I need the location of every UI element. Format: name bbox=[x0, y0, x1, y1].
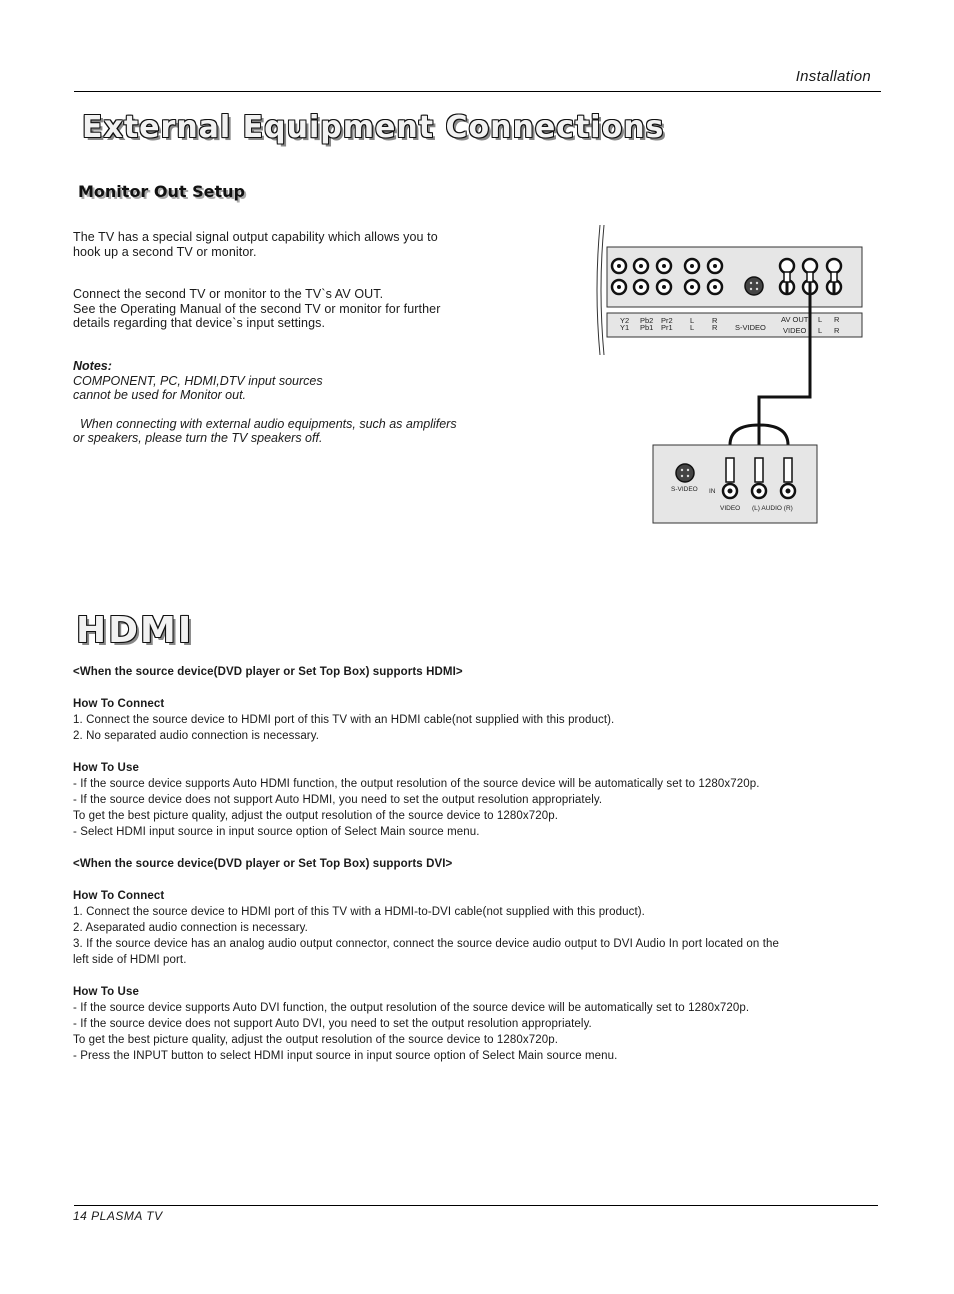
note-line: COMPONENT, PC, HDMI,DTV input sources bbox=[73, 373, 323, 388]
monitor-label-video: VIDEO bbox=[720, 505, 741, 512]
dvi-line: To get the best picture quality, adjust the output resolution of the source device to 1280x720p. bbox=[73, 1034, 559, 1046]
how-to-use-heading: How To Use bbox=[73, 762, 139, 774]
label-l-top: L bbox=[690, 316, 695, 325]
connection-diagram bbox=[590, 220, 870, 530]
dvi-line: 2. Aseparated audio connection is necessary. bbox=[73, 922, 308, 934]
hdmi-section-heading: <When the source device(DVD player or Set Top Box) supports HDMI> bbox=[73, 666, 463, 678]
hdmi-title: HDMI bbox=[76, 610, 194, 651]
monitor-out-title: Monitor Out Setup bbox=[78, 182, 245, 201]
jack-av-out-l-icon bbox=[803, 259, 817, 273]
label-av-r-top: R bbox=[834, 315, 840, 324]
hdmi-line: To get the best picture quality, adjust the output resolution of the source device to 1280x720p. bbox=[73, 810, 559, 822]
how-to-connect-heading: How To Connect bbox=[73, 890, 165, 902]
monitor-out-intro bbox=[73, 230, 503, 259]
monitor-label-svideo: S-VIDEO bbox=[671, 486, 698, 493]
header-rule bbox=[74, 91, 881, 92]
page-number: 14 PLASMA TV bbox=[73, 1209, 163, 1223]
label-pb1: Pb1 bbox=[640, 323, 654, 332]
label-y2: Y2 bbox=[620, 316, 630, 325]
monitor-label-in: IN bbox=[709, 488, 716, 495]
notes-label: Notes: bbox=[73, 359, 112, 373]
label-av-out: AV OUT bbox=[781, 315, 809, 324]
label-r-bottom: R bbox=[712, 323, 718, 332]
intro-line: hook up a second TV or monitor. bbox=[73, 244, 257, 259]
svideo-jack-icon bbox=[745, 277, 763, 295]
intro-line: The TV has a special signal output capability which allows you to bbox=[73, 230, 438, 244]
monitor-out-instructions bbox=[73, 287, 503, 331]
label-pr2: Pr2 bbox=[661, 316, 673, 325]
label-pr1: Pr1 bbox=[661, 323, 673, 332]
label-av-r-bottom: R bbox=[834, 326, 840, 335]
dvi-line: 1. Connect the source device to HDMI port of this TV with a HDMI-to-DVI cable(not supplied with this product). bbox=[73, 906, 645, 918]
dvi-section-heading: <When the source device(DVD player or Set Top Box) supports DVI> bbox=[73, 858, 453, 870]
hdmi-line: 2. No separated audio connection is necessary. bbox=[73, 730, 320, 742]
label-video: VIDEO bbox=[783, 326, 807, 335]
how-to-use-heading: How To Use bbox=[73, 986, 139, 998]
hdmi-instructions bbox=[73, 664, 873, 1064]
instruction-line: Connect the second TV or monitor to the TV`s AV OUT. bbox=[73, 287, 384, 301]
hdmi-line: - If the source device supports Auto HDMI function, the output resolution of the source device will be automatically set to 1280x720p. bbox=[73, 778, 760, 790]
dvi-line: 3. If the source device has an analog audio output connector, connect the source device audio output to DVI Audio In port located on the bbox=[73, 938, 779, 950]
jack-av-out-r-icon bbox=[827, 259, 841, 273]
label-pb2: Pb2 bbox=[640, 316, 654, 325]
monitor-svideo-jack-icon bbox=[676, 464, 694, 482]
dvi-line: - If the source device supports Auto DVI function, the output resolution of the source device will be automatically set to 1280x720p. bbox=[73, 1002, 750, 1014]
hdmi-line: - If the source device does not support Auto HDMI, you need to set the output resolution appropriately. bbox=[73, 794, 603, 806]
note-line: cannot be used for Monitor out. bbox=[73, 388, 247, 402]
hdmi-line: 1. Connect the source device to HDMI port of this TV with an HDMI cable(not supplied with this product). bbox=[73, 714, 615, 726]
label-y1: Y1 bbox=[620, 323, 630, 332]
hdmi-line: - Select HDMI input source in input source option of Select Main source menu. bbox=[73, 826, 480, 838]
monitor-label-audio: (L) AUDIO (R) bbox=[752, 505, 793, 512]
jack-av-out-video-icon bbox=[780, 259, 794, 273]
page-title: External Equipment Connections bbox=[82, 110, 665, 145]
label-l-bottom: L bbox=[690, 323, 695, 332]
dvi-line: - If the source device does not support Auto DVI, you need to set the output resolution appropriately. bbox=[73, 1018, 592, 1030]
how-to-connect-heading: How To Connect bbox=[73, 698, 165, 710]
tv-back-panel bbox=[607, 247, 862, 307]
instruction-line: See the Operating Manual of the second TV or monitor for further bbox=[73, 301, 441, 316]
dvi-line: - Press the INPUT button to select HDMI input source in input source option of Select Main source menu. bbox=[73, 1050, 618, 1062]
notes-block bbox=[73, 359, 513, 446]
footer-rule bbox=[74, 1205, 878, 1206]
label-av-l-bottom: L bbox=[818, 326, 823, 335]
label-svideo: S-VIDEO bbox=[735, 323, 766, 332]
note-line: or speakers, please turn the TV speakers off. bbox=[73, 431, 323, 445]
label-r-top: R bbox=[712, 316, 718, 325]
av-cable bbox=[730, 282, 834, 460]
dvi-line: left side of HDMI port. bbox=[73, 954, 187, 966]
section-label: Installation bbox=[795, 68, 871, 85]
instruction-line: details regarding that device`s input settings. bbox=[73, 316, 326, 330]
note-line: When connecting with external audio equipments, such as amplifers bbox=[80, 416, 457, 431]
label-av-l-top: L bbox=[818, 315, 823, 324]
